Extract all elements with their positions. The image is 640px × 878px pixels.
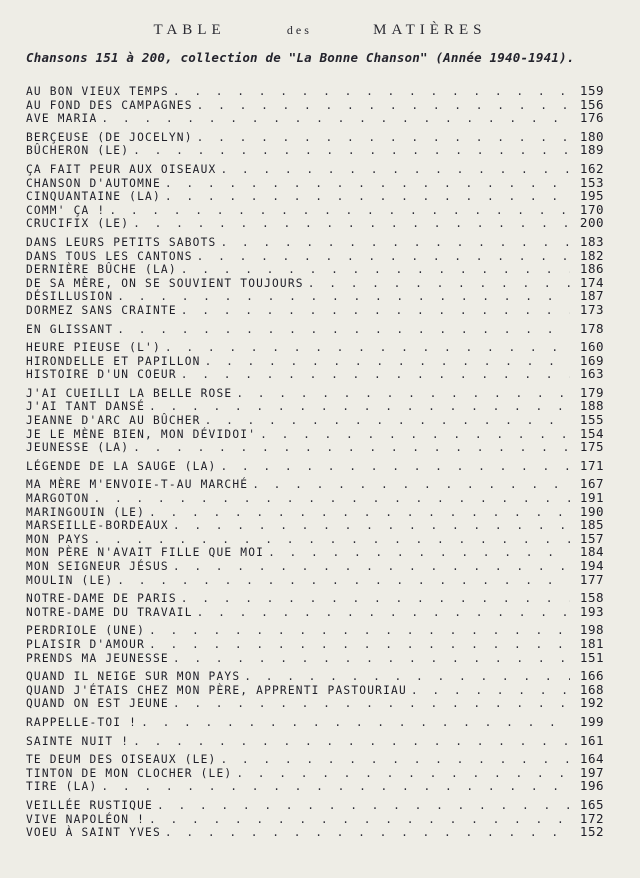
entry-title: J'AI CUEILLI LA BELLE ROSE	[26, 386, 233, 400]
entry-page-number: 152	[579, 824, 604, 840]
entry-page-number: 200	[579, 215, 604, 231]
page-title	[0, 22, 640, 39]
title-word-des: des	[286, 23, 312, 37]
toc-entry	[26, 98, 604, 112]
entry-page-number: 192	[579, 695, 604, 711]
toc-group	[26, 322, 604, 336]
toc-entry	[26, 203, 604, 217]
entry-title: TINTON DE MON CLOCHER (LE)	[26, 766, 233, 780]
entry-title: HEURE PIEUSE (L')	[26, 341, 161, 355]
toc-entry	[26, 623, 604, 637]
toc-group	[26, 734, 604, 748]
dot-leader	[149, 400, 570, 414]
dot-leader	[117, 323, 570, 337]
entry-page-number: 174	[579, 274, 604, 290]
dot-leader	[93, 492, 570, 506]
entry-page-number: 178	[579, 320, 604, 336]
toc-entry	[26, 825, 604, 839]
toc-entry	[26, 669, 604, 683]
entry-page-number: 188	[579, 398, 604, 414]
toc-entry	[26, 734, 604, 748]
dot-leader	[165, 341, 570, 355]
toc-entry	[26, 715, 604, 729]
dot-leader	[133, 735, 570, 749]
entry-title: HIRONDELLE ET PAPILLON	[26, 354, 201, 368]
toc-entry	[26, 573, 604, 587]
dot-leader	[133, 217, 570, 231]
dot-leader	[141, 716, 570, 730]
toc-entry	[26, 276, 604, 290]
entry-page-number: 180	[579, 128, 604, 144]
toc-entry	[26, 779, 604, 793]
entry-page-number: 189	[579, 142, 604, 158]
entry-page-number: 164	[579, 751, 604, 767]
entry-title: EN GLISSANT	[26, 322, 114, 336]
entry-title: DE SA MÈRE, ON SE SOUVIENT TOUJOURS	[26, 276, 304, 290]
dot-leader	[157, 799, 570, 813]
entry-page-number: 165	[579, 796, 604, 812]
dot-leader	[411, 684, 570, 698]
toc-entry	[26, 532, 604, 546]
entry-page-number: 158	[579, 590, 604, 606]
dot-leader	[133, 144, 570, 158]
toc-group	[26, 623, 604, 664]
table-of-contents	[26, 84, 604, 844]
toc-entry	[26, 545, 604, 559]
entry-page-number: 190	[579, 503, 604, 519]
dot-leader	[220, 163, 570, 177]
entry-page-number: 156	[579, 96, 604, 112]
dot-leader	[220, 753, 570, 767]
toc-group	[26, 591, 604, 618]
entry-page-number: 175	[579, 439, 604, 455]
dot-leader	[101, 780, 570, 794]
dot-leader	[220, 236, 570, 250]
toc-entry	[26, 459, 604, 473]
entry-page-number: 176	[579, 110, 604, 126]
dot-leader	[173, 85, 570, 99]
dot-leader	[109, 204, 570, 218]
entry-page-number: 163	[579, 366, 604, 382]
toc-entry	[26, 505, 604, 519]
entry-page-number: 186	[579, 261, 604, 277]
dot-leader	[173, 697, 570, 711]
dot-leader	[308, 277, 570, 291]
dot-leader	[197, 606, 570, 620]
toc-entry	[26, 249, 604, 263]
entry-page-number: 199	[579, 713, 604, 729]
entry-title: NOTRE-DAME DU TRAVAIL	[26, 605, 193, 619]
entry-title: JE LE MÈNE BIEN, MON DÉVIDOI'	[26, 427, 257, 441]
entry-page-number: 168	[579, 681, 604, 697]
entry-page-number: 198	[579, 622, 604, 638]
toc-entry	[26, 440, 604, 454]
toc-group	[26, 798, 604, 839]
toc-entry	[26, 812, 604, 826]
toc-entry	[26, 289, 604, 303]
entry-title: NOTRE-DAME DE PARIS	[26, 592, 177, 606]
entry-page-number: 159	[579, 83, 604, 98]
entry-page-number: 153	[579, 174, 604, 190]
entry-title: PERDRIOLE (UNE)	[26, 624, 146, 638]
entry-title: J'AI TANT DANSÉ	[26, 400, 146, 414]
entry-title: JEANNE D'ARC AU BÛCHER	[26, 414, 201, 428]
dot-leader	[165, 190, 570, 204]
entry-page-number: 187	[579, 288, 604, 304]
entry-page-number: 171	[579, 457, 604, 473]
entry-page-number: 185	[579, 517, 604, 533]
toc-group	[26, 130, 604, 157]
dot-leader	[165, 826, 570, 840]
toc-entry	[26, 766, 604, 780]
toc-group	[26, 459, 604, 473]
entry-title: JEUNESSE (LA)	[26, 441, 130, 455]
entry-page-number: 166	[579, 668, 604, 684]
entry-title: DÉSILLUSION	[26, 290, 114, 304]
entry-title: PRENDS MA JEUNESSE	[26, 651, 169, 665]
toc-group	[26, 340, 604, 381]
title-word-table: TABLE	[153, 22, 226, 38]
page-subtitle: Chansons 151 à 200, collection de "La Bonne Chanson" (Année 1940-1941).	[26, 50, 575, 65]
toc-group	[26, 752, 604, 793]
dot-leader	[181, 304, 570, 318]
title-word-matieres: MATIÈRES	[373, 22, 487, 38]
toc-entry	[26, 491, 604, 505]
entry-title: QUAND ON EST JEUNE	[26, 697, 169, 711]
entry-title: MON PÈRE N'AVAIT FILLE QUE MOI	[26, 546, 265, 560]
dot-leader	[101, 112, 570, 126]
dot-leader	[205, 355, 570, 369]
entry-title: MON SEIGNEUR JÉSUS	[26, 560, 169, 573]
dot-leader	[149, 624, 570, 638]
entry-title: AU BON VIEUX TEMPS	[26, 85, 169, 98]
entry-title: TE DEUM DES OISEAUX (LE)	[26, 753, 217, 767]
entry-title: BÛCHERON (LE)	[26, 144, 130, 158]
entry-title: HISTOIRE D'UN COEUR	[26, 368, 177, 382]
entry-page-number: 195	[579, 188, 604, 204]
dot-leader	[133, 441, 570, 455]
dot-leader	[197, 250, 570, 264]
dot-leader	[173, 560, 570, 574]
entry-title: MON PAYS	[26, 532, 90, 546]
entry-page-number: 196	[579, 778, 604, 794]
entry-title: LÉGENDE DE LA SAUGE (LA)	[26, 459, 217, 473]
dot-leader	[220, 460, 570, 474]
toc-entry	[26, 354, 604, 368]
dot-leader	[205, 414, 570, 428]
entry-title: RAPPELLE-TOI !	[26, 715, 138, 729]
entry-title: BERÇEUSE (DE JOCELYN)	[26, 130, 193, 144]
entry-title: CHANSON D'AUTOMNE	[26, 176, 161, 190]
entry-title: AVE MARIA	[26, 112, 98, 126]
toc-entry	[26, 637, 604, 651]
entry-page-number: 160	[579, 339, 604, 355]
dot-leader	[268, 546, 570, 560]
toc-group	[26, 84, 604, 125]
entry-title: VEILLÉE RUSTIQUE	[26, 798, 153, 812]
dot-leader	[149, 506, 570, 520]
entry-page-number: 191	[579, 490, 604, 506]
entry-page-number: 162	[579, 160, 604, 176]
toc-entry	[26, 696, 604, 710]
dot-leader	[173, 652, 570, 666]
entry-title: DORMEZ SANS CRAINTE	[26, 303, 177, 317]
entry-page-number: 197	[579, 764, 604, 780]
toc-entry	[26, 367, 604, 381]
entry-title: PLAISIR D'AMOUR	[26, 637, 146, 651]
entry-title: ÇA FAIT PEUR AUX OISEAUX	[26, 162, 217, 176]
dot-leader	[236, 387, 570, 401]
dot-leader	[244, 670, 570, 684]
toc-entry	[26, 303, 604, 317]
entry-page-number: 167	[579, 476, 604, 492]
entry-page-number: 193	[579, 603, 604, 619]
toc-group	[26, 477, 604, 586]
entry-page-number: 182	[579, 247, 604, 263]
entry-title: MARINGOUIN (LE)	[26, 505, 146, 519]
dot-leader	[173, 519, 570, 533]
entry-page-number: 183	[579, 233, 604, 249]
entry-title: QUAND IL NEIGE SUR MON PAYS	[26, 670, 241, 684]
toc-entry	[26, 752, 604, 766]
toc-entry	[26, 477, 604, 491]
entry-page-number: 154	[579, 425, 604, 441]
toc-entry	[26, 518, 604, 532]
dot-leader	[165, 177, 570, 191]
toc-entry	[26, 399, 604, 413]
entry-page-number: 170	[579, 201, 604, 217]
entry-page-number: 161	[579, 732, 604, 748]
entry-title: MA MÈRE M'ENVOIE-T-AU MARCHÉ	[26, 478, 249, 492]
toc-group	[26, 235, 604, 317]
toc-entry	[26, 651, 604, 665]
toc-entry	[26, 322, 604, 336]
entry-page-number: 177	[579, 571, 604, 587]
entry-page-number: 172	[579, 810, 604, 826]
entry-title: DANS TOUS LES CANTONS	[26, 249, 193, 263]
toc-group	[26, 162, 604, 230]
entry-title: DERNIÈRE BÛCHE (LA)	[26, 263, 177, 277]
dot-leader	[149, 638, 570, 652]
toc-entry	[26, 386, 604, 400]
dot-leader	[181, 592, 570, 606]
toc-entry	[26, 591, 604, 605]
dot-leader	[181, 368, 570, 382]
toc-entry	[26, 130, 604, 144]
entry-title: MARSEILLE-BORDEAUX	[26, 519, 169, 533]
toc-entry	[26, 162, 604, 176]
toc-entry	[26, 84, 604, 98]
toc-entry	[26, 111, 604, 125]
toc-entry	[26, 235, 604, 249]
dot-leader	[149, 813, 570, 827]
dot-leader	[181, 263, 570, 277]
entry-page-number: 173	[579, 301, 604, 317]
dot-leader	[236, 767, 570, 781]
toc-entry	[26, 427, 604, 441]
entry-title: QUAND J'ÉTAIS CHEZ MON PÈRE, APPRENTI PASTOURIAU	[26, 683, 407, 697]
entry-title: COMM' ÇA !	[26, 203, 106, 217]
toc-entry	[26, 798, 604, 812]
entry-title: MOULIN (LE)	[26, 573, 114, 587]
entry-title: DANS LEURS PETITS SABOTS	[26, 235, 217, 249]
entry-title: CINQUANTAINE (LA)	[26, 190, 161, 204]
dot-leader	[93, 533, 570, 547]
entry-title: VIVE NAPOLÉON !	[26, 812, 146, 826]
toc-entry	[26, 559, 604, 573]
toc-entry	[26, 683, 604, 697]
entry-title: MARGOTON	[26, 492, 90, 506]
dot-leader	[197, 99, 570, 113]
entry-page-number: 179	[579, 384, 604, 400]
dot-leader	[260, 428, 570, 442]
entry-page-number: 184	[579, 544, 604, 560]
toc-entry	[26, 143, 604, 157]
entry-page-number: 151	[579, 649, 604, 665]
toc-entry	[26, 262, 604, 276]
entry-page-number: 194	[579, 558, 604, 573]
entry-page-number: 157	[579, 530, 604, 546]
toc-entry	[26, 413, 604, 427]
toc-entry	[26, 340, 604, 354]
toc-entry	[26, 189, 604, 203]
entry-page-number: 169	[579, 352, 604, 368]
toc-group	[26, 715, 604, 729]
toc-group	[26, 669, 604, 710]
toc-entry	[26, 216, 604, 230]
entry-page-number: 155	[579, 412, 604, 428]
entry-title: SAINTE NUIT !	[26, 734, 130, 748]
toc-group	[26, 386, 604, 454]
entry-title: CRUCIFIX (LE)	[26, 217, 130, 231]
dot-leader	[117, 574, 570, 588]
dot-leader	[197, 131, 570, 145]
dot-leader	[117, 290, 570, 304]
toc-entry	[26, 605, 604, 619]
entry-title: TIRE (LA)	[26, 780, 98, 794]
dot-leader	[252, 478, 570, 492]
entry-title: AU FOND DES CAMPAGNES	[26, 98, 193, 112]
entry-page-number: 181	[579, 635, 604, 651]
entry-title: VOEU À SAINT YVES	[26, 826, 161, 840]
toc-entry	[26, 176, 604, 190]
